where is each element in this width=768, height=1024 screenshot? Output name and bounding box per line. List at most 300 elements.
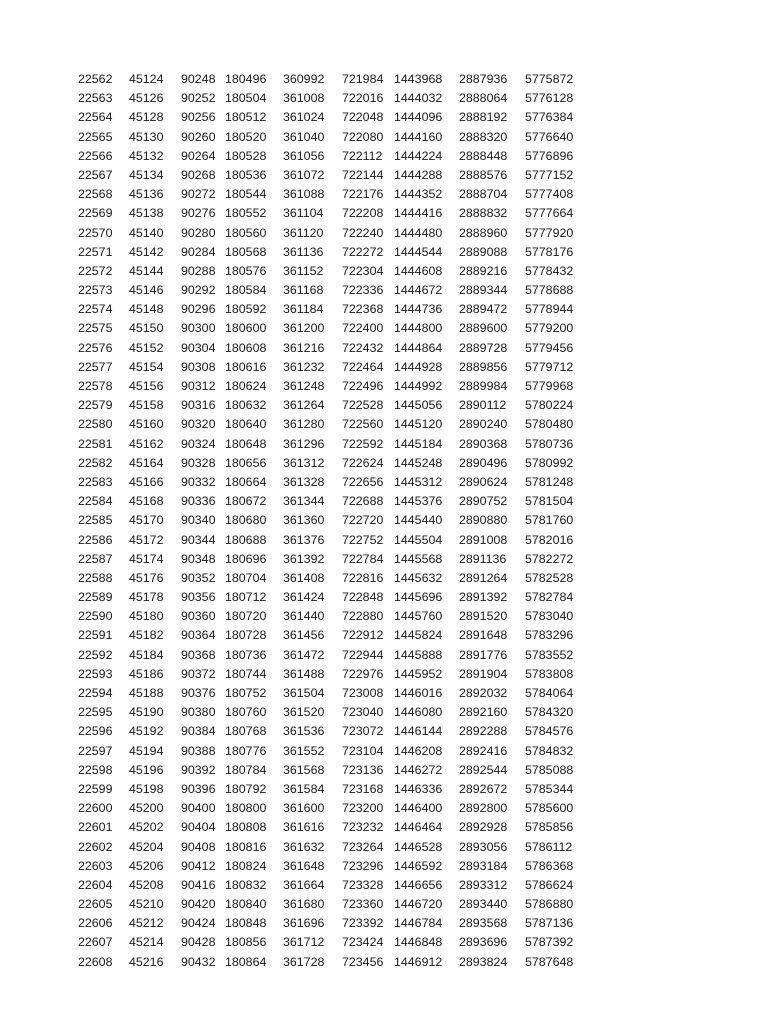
table-cell: 1444544 — [394, 244, 443, 259]
table-cell: 361664 — [283, 877, 325, 892]
table-cell: 22588 — [78, 570, 113, 585]
table-cell: 45166 — [129, 474, 164, 489]
table-cell: 361200 — [283, 321, 325, 336]
table-cell: 22604 — [78, 877, 113, 892]
table-cell: 180696 — [225, 551, 267, 566]
table-cell: 180760 — [225, 705, 267, 720]
table-cell: 45212 — [129, 916, 164, 931]
table-cell: 2891136 — [459, 551, 507, 566]
table-row — [0, 684, 768, 703]
table-cell: 45130 — [129, 129, 164, 144]
table-cell: 1444224 — [394, 148, 443, 163]
table-row — [0, 550, 768, 569]
table-cell: 5776384 — [525, 110, 574, 125]
table-cell: 722720 — [342, 513, 384, 528]
table-cell: 1446656 — [394, 877, 443, 892]
table-cell: 45140 — [129, 225, 164, 240]
table-cell: 1446528 — [394, 839, 443, 854]
table-cell: 723104 — [342, 743, 384, 758]
table-cell: 180728 — [225, 628, 267, 643]
table-cell: 45150 — [129, 321, 164, 336]
table-cell: 722944 — [342, 647, 384, 662]
table-cell: 45190 — [129, 705, 164, 720]
table-cell: 45186 — [129, 666, 164, 681]
table-cell: 5782272 — [525, 551, 574, 566]
table-cell: 180584 — [225, 283, 267, 298]
table-cell: 2890368 — [459, 436, 508, 451]
table-row — [0, 742, 768, 761]
table-cell: 361632 — [283, 839, 325, 854]
table-cell: 5781760 — [525, 513, 574, 528]
table-cell: 90352 — [181, 570, 216, 585]
table-cell: 45200 — [129, 801, 164, 816]
table-cell: 90312 — [181, 379, 216, 393]
table-cell: 2891904 — [459, 666, 508, 681]
table-cell: 723136 — [342, 762, 384, 777]
table-cell: 1444928 — [394, 359, 443, 374]
table-cell: 361616 — [283, 820, 325, 835]
table-cell: 180560 — [225, 225, 267, 240]
table-cell: 1445248 — [394, 455, 443, 470]
table-cell: 5782016 — [525, 532, 574, 547]
table-cell: 45216 — [129, 954, 164, 969]
table-row — [0, 243, 768, 262]
table-cell: 45162 — [129, 436, 164, 451]
table-cell: 22568 — [78, 187, 113, 202]
table-cell: 1445568 — [394, 551, 443, 566]
table-cell: 180512 — [225, 110, 267, 125]
table-cell: 722560 — [342, 417, 384, 432]
table-cell: 22606 — [78, 916, 113, 931]
table-cell: 90316 — [181, 398, 216, 413]
table-cell: 722464 — [342, 359, 384, 374]
table-cell: 722496 — [342, 379, 384, 393]
table-cell: 5785856 — [525, 820, 574, 835]
table-row — [0, 166, 768, 185]
table-cell: 45192 — [129, 724, 164, 739]
table-cell: 1446144 — [394, 724, 443, 739]
table-row — [0, 876, 768, 895]
table-cell: 1446592 — [394, 858, 443, 873]
table-cell: 180736 — [225, 647, 267, 662]
table-row — [0, 722, 768, 741]
table-cell: 90296 — [181, 302, 216, 317]
table-cell: 90280 — [181, 225, 216, 240]
table-cell: 22575 — [78, 321, 113, 336]
table-cell: 722688 — [342, 494, 384, 509]
table-cell: 22594 — [78, 686, 113, 700]
table-cell: 2891264 — [459, 570, 508, 585]
table-cell: 5779968 — [525, 379, 574, 393]
table-cell: 361168 — [283, 283, 324, 298]
table-cell: 361536 — [283, 724, 325, 739]
table-cell: 180616 — [225, 359, 267, 374]
table-cell: 45156 — [129, 379, 164, 393]
table-cell: 45164 — [129, 455, 164, 470]
table-cell: 1446336 — [394, 781, 443, 796]
table-cell: 90356 — [181, 590, 216, 605]
table-cell: 45188 — [129, 686, 164, 700]
table-cell: 1444032 — [394, 91, 443, 106]
table-cell: 722112 — [342, 148, 383, 163]
table-cell: 722304 — [342, 263, 384, 278]
table-cell: 361472 — [283, 647, 325, 662]
table-cell: 90260 — [181, 129, 216, 144]
table-cell: 22602 — [78, 839, 113, 854]
table-cell: 2891392 — [459, 590, 508, 605]
table-cell: 721984 — [342, 72, 384, 86]
table-cell: 45148 — [129, 302, 164, 317]
table-cell: 22585 — [78, 513, 113, 528]
table-cell: 5785600 — [525, 801, 574, 816]
table-cell: 5780480 — [525, 417, 574, 432]
table-cell: 2890624 — [459, 474, 508, 489]
table-cell: 22605 — [78, 897, 113, 912]
table-cell: 5784832 — [525, 743, 574, 758]
table-cell: 361728 — [283, 954, 325, 969]
table-cell: 90320 — [181, 417, 216, 432]
table-cell: 90284 — [181, 244, 216, 259]
table-cell: 1446848 — [394, 935, 443, 950]
table-cell: 361008 — [283, 91, 325, 106]
table-row — [0, 415, 768, 434]
table-cell: 90416 — [181, 877, 216, 892]
table-cell: 180824 — [225, 858, 267, 873]
table-cell: 180768 — [225, 724, 267, 739]
table-cell: 22570 — [78, 225, 113, 240]
table-cell: 1444864 — [394, 340, 443, 355]
table-cell: 45124 — [129, 72, 164, 86]
table-cell: 1445696 — [394, 590, 443, 605]
table-cell: 361488 — [283, 666, 325, 681]
table-cell: 180856 — [225, 935, 267, 950]
table-cell: 2892928 — [459, 820, 508, 835]
table-cell: 723296 — [342, 858, 384, 873]
table-cell: 180640 — [225, 417, 267, 432]
table-cell: 722624 — [342, 455, 384, 470]
table-cell: 723360 — [342, 897, 384, 912]
table-cell: 90336 — [181, 494, 216, 509]
table-cell: 5778432 — [525, 263, 574, 278]
table-cell: 45196 — [129, 762, 164, 777]
table-cell: 361456 — [283, 628, 325, 643]
table-cell: 1443968 — [394, 72, 443, 86]
table-cell: 22591 — [78, 628, 113, 643]
table-cell: 22583 — [78, 474, 113, 489]
table-cell: 1444480 — [394, 225, 443, 240]
table-cell: 90324 — [181, 436, 216, 451]
table-cell: 45202 — [129, 820, 164, 835]
table-cell: 90328 — [181, 455, 216, 470]
table-cell: 2889728 — [459, 340, 508, 355]
table-cell: 180672 — [225, 494, 267, 509]
table-cell: 90392 — [181, 762, 216, 777]
table-row — [0, 665, 768, 684]
table-cell: 2888064 — [459, 91, 508, 106]
table-row — [0, 70, 768, 89]
number-table — [0, 70, 768, 972]
table-cell: 722880 — [342, 609, 384, 624]
table-cell: 22593 — [78, 666, 113, 681]
table-cell: 722240 — [342, 225, 384, 240]
table-cell: 90368 — [181, 647, 216, 662]
table-cell: 2888704 — [459, 187, 508, 202]
table-row — [0, 319, 768, 338]
table-cell: 22596 — [78, 724, 113, 739]
table-row — [0, 128, 768, 147]
table-cell: 90384 — [181, 724, 216, 739]
table-cell: 180864 — [225, 954, 267, 969]
table-cell: 2889088 — [459, 244, 508, 259]
table-cell: 5777664 — [525, 206, 574, 221]
table-cell: 1444416 — [394, 206, 443, 221]
table-cell: 2888192 — [459, 110, 508, 125]
table-cell: 180504 — [225, 91, 267, 106]
table-cell: 361280 — [283, 417, 325, 432]
table-cell: 1444800 — [394, 321, 443, 336]
table-cell: 722432 — [342, 340, 384, 355]
table-cell: 90428 — [181, 935, 216, 950]
table-cell: 90388 — [181, 743, 216, 758]
table-cell: 5784576 — [525, 724, 574, 739]
table-cell: 22584 — [78, 494, 113, 509]
table-cell: 90432 — [181, 954, 216, 969]
table-cell: 722336 — [342, 283, 384, 298]
table-cell: 180576 — [225, 263, 267, 278]
table-cell: 22566 — [78, 148, 113, 163]
table-cell: 45204 — [129, 839, 164, 854]
table-cell: 1446080 — [394, 705, 443, 720]
table-cell: 722368 — [342, 302, 384, 317]
table-cell: 361344 — [283, 494, 325, 509]
table-cell: 22608 — [78, 954, 113, 969]
table-cell: 180520 — [225, 129, 267, 144]
table-cell: 1446016 — [394, 686, 443, 700]
table-cell: 5781504 — [525, 494, 574, 509]
table-cell: 180528 — [225, 148, 267, 163]
table-cell: 180712 — [225, 590, 267, 605]
table-row — [0, 281, 768, 300]
table-cell: 5776896 — [525, 148, 574, 163]
table-cell: 361312 — [283, 455, 325, 470]
table-cell: 22571 — [78, 244, 113, 259]
table-cell: 22569 — [78, 206, 113, 221]
table-cell: 22577 — [78, 359, 113, 374]
table-cell: 1446912 — [394, 954, 443, 969]
table-cell: 5778688 — [525, 283, 574, 298]
table-cell: 22592 — [78, 647, 113, 662]
table-cell: 180800 — [225, 801, 267, 816]
table-cell: 22576 — [78, 340, 113, 355]
table-cell: 361584 — [283, 781, 325, 796]
table-cell: 1446400 — [394, 801, 443, 816]
table-cell: 5783296 — [525, 628, 574, 643]
table-cell: 2890752 — [459, 494, 508, 509]
table-cell: 722656 — [342, 474, 384, 489]
table-cell: 45138 — [129, 206, 164, 221]
table-cell: 22564 — [78, 110, 113, 125]
table-cell: 2890880 — [459, 513, 508, 528]
table-cell: 361120 — [283, 225, 324, 240]
table-cell: 180632 — [225, 398, 267, 413]
table-cell: 2889856 — [459, 359, 508, 374]
table-row — [0, 953, 768, 972]
table-cell: 2893568 — [459, 916, 508, 931]
table-cell: 45168 — [129, 494, 164, 509]
table-cell: 1444288 — [394, 167, 443, 182]
table-cell: 2891008 — [459, 532, 508, 547]
table-cell: 90408 — [181, 839, 216, 854]
table-row — [0, 703, 768, 722]
table-row — [0, 761, 768, 780]
table-cell: 45172 — [129, 532, 164, 547]
table-row — [0, 473, 768, 492]
table-row — [0, 358, 768, 377]
table-cell: 90380 — [181, 705, 216, 720]
table-cell: 5786368 — [525, 858, 574, 873]
table-cell: 722592 — [342, 436, 384, 451]
table-cell: 180536 — [225, 167, 267, 182]
table-cell: 180792 — [225, 781, 267, 796]
table-cell: 361360 — [283, 513, 325, 528]
table-cell: 1445824 — [394, 628, 443, 643]
table-cell: 1445504 — [394, 532, 443, 547]
table-row — [0, 895, 768, 914]
table-cell: 90420 — [181, 897, 216, 912]
table-cell: 2893440 — [459, 897, 508, 912]
table-cell: 45210 — [129, 897, 164, 912]
table-row — [0, 147, 768, 166]
table-row — [0, 396, 768, 415]
table-cell: 2893056 — [459, 839, 508, 854]
table-row — [0, 492, 768, 511]
table-row — [0, 108, 768, 127]
table-cell: 361408 — [283, 570, 325, 585]
table-cell: 45206 — [129, 858, 164, 873]
table-cell: 5779712 — [525, 359, 574, 374]
table-cell: 45126 — [129, 91, 164, 106]
table-cell: 1446272 — [394, 762, 443, 777]
table-cell: 1445312 — [394, 474, 443, 489]
table-cell: 360992 — [283, 72, 325, 86]
table-cell: 723424 — [342, 935, 384, 950]
table-cell: 1446720 — [394, 897, 443, 912]
table-cell: 90288 — [181, 263, 216, 278]
table-cell: 90376 — [181, 686, 216, 700]
table-row — [0, 339, 768, 358]
table-cell: 45152 — [129, 340, 164, 355]
table-cell: 723040 — [342, 705, 384, 720]
table-row — [0, 626, 768, 645]
table-row — [0, 185, 768, 204]
table-cell: 361264 — [283, 398, 325, 413]
table-cell: 22607 — [78, 935, 113, 950]
table-cell: 5779200 — [525, 321, 574, 336]
table-cell: 90372 — [181, 666, 216, 681]
table-cell: 180592 — [225, 302, 267, 317]
table-cell: 90292 — [181, 283, 216, 298]
table-cell: 361568 — [283, 762, 325, 777]
table-cell: 2892672 — [459, 781, 508, 796]
table-cell: 361440 — [283, 609, 325, 624]
table-cell: 22595 — [78, 705, 113, 720]
table-cell: 2891520 — [459, 609, 508, 624]
table-cell: 22598 — [78, 762, 113, 777]
table-cell: 722048 — [342, 110, 384, 125]
table-cell: 361248 — [283, 379, 325, 393]
table-row — [0, 799, 768, 818]
table-cell: 2892288 — [459, 724, 508, 739]
table-cell: 5785088 — [525, 762, 574, 777]
table-cell: 180688 — [225, 532, 267, 547]
table-cell: 22600 — [78, 801, 113, 816]
table-row — [0, 857, 768, 876]
table-cell: 2889344 — [459, 283, 508, 298]
table-cell: 22589 — [78, 590, 113, 605]
table-row — [0, 838, 768, 857]
table-cell: 5786624 — [525, 877, 574, 892]
table-cell: 5787392 — [525, 935, 574, 950]
table-cell: 2893824 — [459, 954, 508, 969]
table-cell: 45132 — [129, 148, 164, 163]
table-cell: 22579 — [78, 398, 113, 413]
table-cell: 45134 — [129, 167, 164, 182]
table-cell: 45128 — [129, 110, 164, 125]
table-cell: 2888320 — [459, 129, 508, 144]
table-cell: 5780736 — [525, 436, 574, 451]
table-cell: 723008 — [342, 686, 384, 700]
table-cell: 1445120 — [394, 417, 443, 432]
table-cell: 5775872 — [525, 72, 574, 86]
table-cell: 723456 — [342, 954, 384, 969]
table-cell: 180704 — [225, 570, 267, 585]
table-cell: 1445376 — [394, 494, 443, 509]
table-row — [0, 818, 768, 837]
table-cell: 22578 — [78, 379, 113, 393]
table-cell: 361216 — [283, 340, 325, 355]
table-cell: 2887936 — [459, 72, 508, 86]
table-cell: 45144 — [129, 263, 164, 278]
table-cell: 1444096 — [394, 110, 443, 125]
table-cell: 722528 — [342, 398, 384, 413]
table-cell: 1444160 — [394, 129, 443, 144]
table-cell: 5784064 — [525, 686, 574, 700]
table-cell: 22582 — [78, 455, 113, 470]
table-cell: 45170 — [129, 513, 164, 528]
table-cell: 361328 — [283, 474, 325, 489]
table-cell: 1446784 — [394, 916, 443, 931]
table-cell: 180784 — [225, 762, 267, 777]
table-cell: 1444736 — [394, 302, 443, 317]
table-row — [0, 224, 768, 243]
table-cell: 361056 — [283, 148, 325, 163]
table-row — [0, 914, 768, 933]
table-cell: 45142 — [129, 244, 164, 259]
table-cell: 361424 — [283, 590, 325, 605]
table-row — [0, 204, 768, 223]
table-cell: 2888576 — [459, 167, 508, 182]
table-cell: 1446208 — [394, 743, 443, 758]
table-cell: 2892160 — [459, 705, 508, 720]
table-cell: 90268 — [181, 167, 216, 182]
table-cell: 2892800 — [459, 801, 508, 816]
table-cell: 1445760 — [394, 609, 443, 624]
table-cell: 723232 — [342, 820, 384, 835]
table-cell: 45146 — [129, 283, 164, 298]
table-cell: 361072 — [283, 167, 325, 182]
table-row — [0, 531, 768, 550]
table-cell: 45182 — [129, 628, 164, 643]
